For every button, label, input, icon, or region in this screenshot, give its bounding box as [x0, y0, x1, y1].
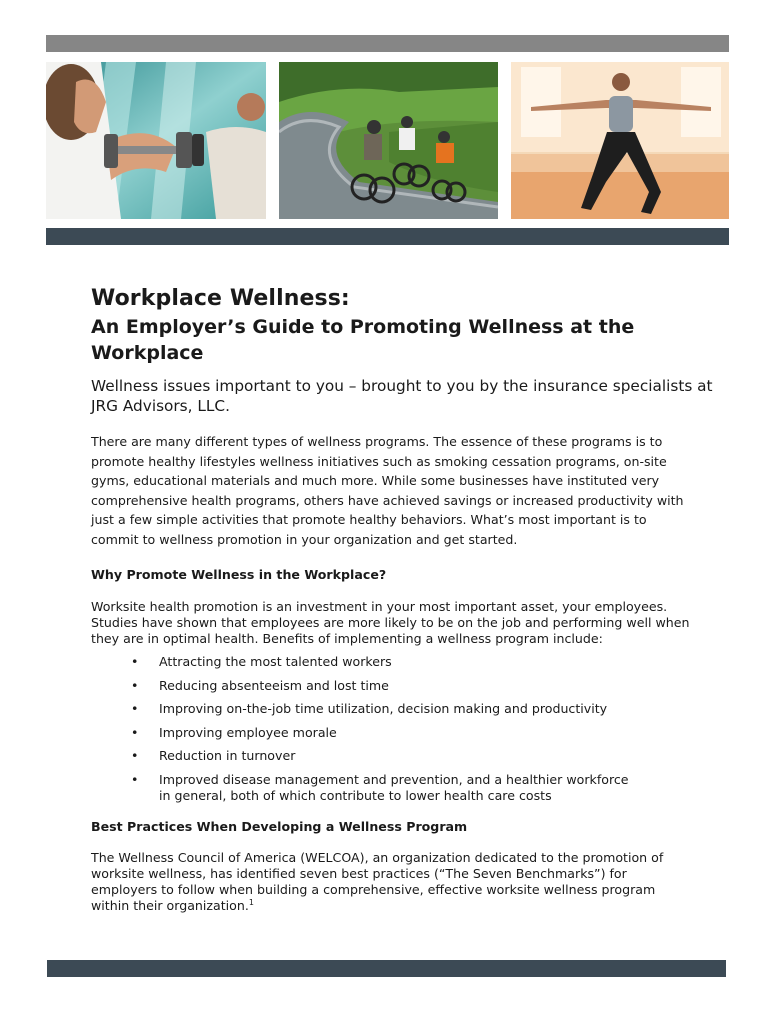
cycling-photo — [279, 62, 498, 219]
paragraph-wellness-programs: There are many different types of wellness programs. The essence of these programs is to promote healthy lifestyles wellness initiatives such as smoking cessation programs, on-site gyms, educational materials and much more. While some businesses have instituted very comprehensive health programs, others have achieved savings or increased productivity with just a few simple activities that promote healthy behaviors. What’s most important is to commit to wellness promotion in your organization and get started. — [91, 434, 684, 547]
benefit-text: Improving employee morale — [159, 724, 337, 740]
paragraph-welcoa — [91, 850, 691, 914]
bullet-icon: • — [131, 677, 139, 693]
benefit-text: Improved disease management and prevention, and a healthier workforce in general, both of which contribute to lower health care costs — [159, 771, 629, 803]
bullet-icon: • — [131, 654, 139, 669]
list-item — [0, 772, 639, 804]
intro-text: Wellness issues important to you – brought to you by the insurance specialists at JRG Advisors, LLC. — [91, 377, 713, 415]
top-decorative-bar — [46, 35, 729, 52]
footnote-reference: 1 — [248, 897, 254, 907]
bullet-icon: • — [131, 724, 139, 740]
bullet-icon: • — [131, 701, 139, 716]
welcoa-text: The Wellness Council of America (WELCOA), an organization dedicated to the promotion of worksite wellness, has identified seven best practices (“The Seven Benchmarks”) for employers to follow when building a comprehensive, effective worksite wellness program within their organization. — [91, 850, 664, 913]
header-divider-bar — [46, 228, 729, 245]
bullet-icon: • — [131, 771, 139, 787]
benefit-text: Attracting the most talented workers — [159, 654, 392, 669]
yoga-photo — [511, 62, 729, 219]
bullet-icon: • — [131, 748, 139, 763]
document-subtitle: An Employer’s Guide to Promoting Wellness at the Workplace — [91, 316, 635, 364]
benefit-text: Reduction in turnover — [159, 748, 296, 763]
dumbbell-photo — [46, 62, 266, 219]
list-item — [0, 654, 639, 670]
document-title: Workplace Wellness: — [91, 286, 350, 311]
benefit-text: Improving on-the-job time utilization, decision making and productivity — [159, 701, 608, 716]
benefit-text: Reducing absenteeism and lost time — [159, 677, 389, 693]
benefits-list — [0, 654, 770, 804]
list-item — [0, 701, 639, 717]
footer-bar — [47, 960, 726, 977]
paragraph-investment: Worksite health promotion is an investment in your most important asset, your employees. Studies have shown that employees are more likely to be on the job and performing well when they are in optimal health. Benefits of implementing a wellness program include: — [91, 599, 690, 646]
list-item — [0, 748, 639, 764]
list-item — [0, 725, 639, 741]
list-item — [0, 678, 639, 694]
heading-best-practices: Best Practices When Developing a Wellness Program — [91, 819, 468, 834]
heading-why-promote: Why Promote Wellness in the Workplace? — [91, 567, 387, 582]
